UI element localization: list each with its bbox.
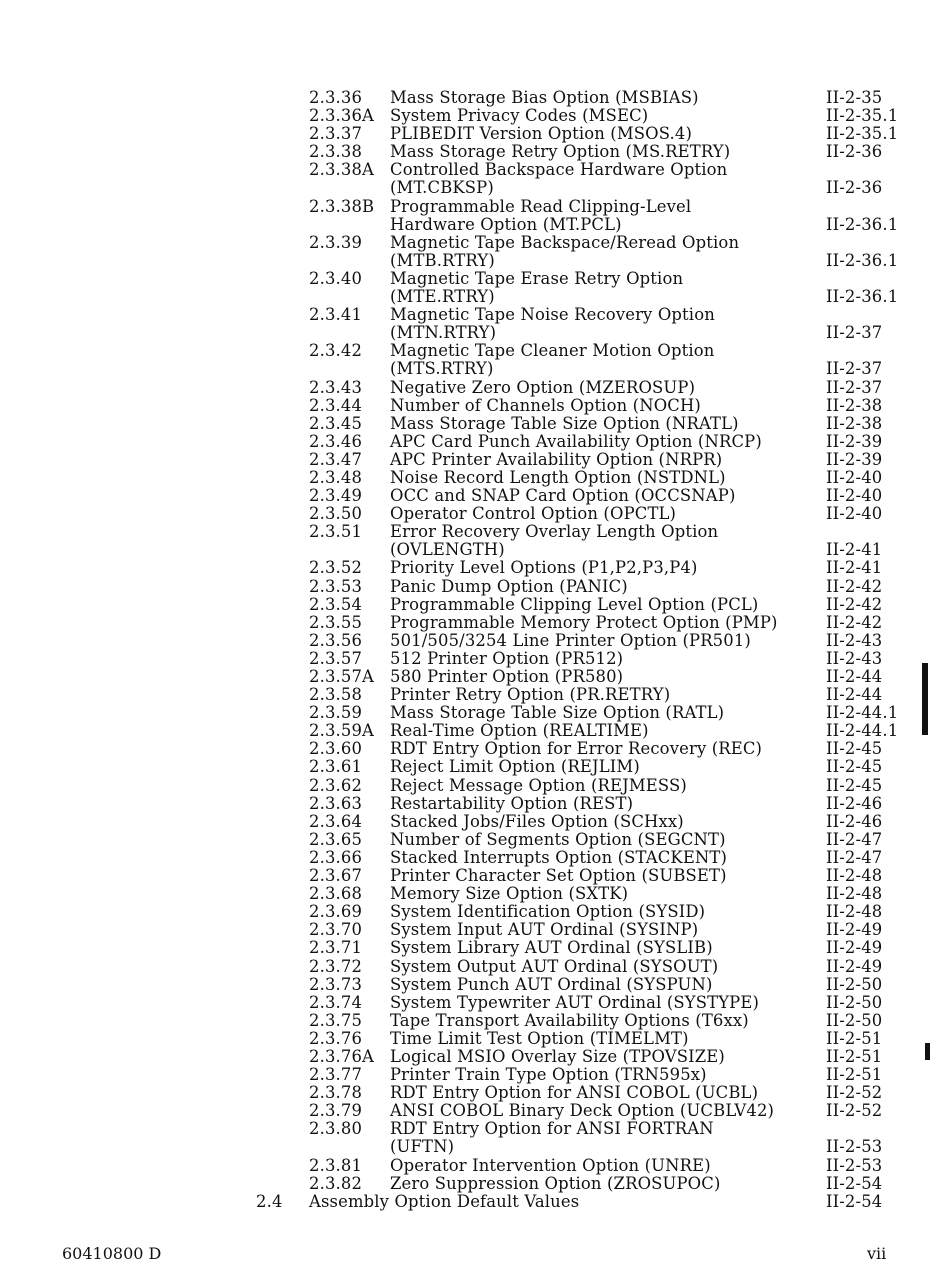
page-reference: II-2-38 bbox=[826, 395, 883, 415]
toc-entry bbox=[0, 415, 950, 433]
toc-entry-line bbox=[0, 107, 950, 125]
toc-entry-line bbox=[0, 523, 950, 541]
page-reference: II-2-45 bbox=[826, 739, 883, 759]
page-reference: II-2-50 bbox=[826, 974, 883, 994]
toc-entry-line bbox=[0, 415, 950, 433]
toc-entry-line bbox=[0, 777, 950, 795]
toc-entry bbox=[0, 903, 950, 921]
toc-entry bbox=[0, 270, 950, 306]
toc-entry-line bbox=[0, 469, 950, 487]
toc-entry-line bbox=[0, 831, 950, 849]
section-title: (OVLENGTH) bbox=[390, 540, 505, 560]
toc-entry bbox=[0, 994, 950, 1012]
section-title: Magnetic Tape Erase Retry Option bbox=[390, 268, 684, 288]
section-title: 512 Printer Option (PR512) bbox=[390, 648, 624, 668]
toc-entry-line bbox=[0, 125, 950, 143]
toc-entry bbox=[0, 795, 950, 813]
section-title: (MTN.RTRY) bbox=[390, 323, 497, 343]
toc-entry-line bbox=[0, 758, 950, 776]
section-number: 2.3.57A bbox=[309, 667, 375, 686]
section-number: 2.3.49 bbox=[309, 486, 363, 506]
toc-entry bbox=[0, 143, 950, 161]
section-title: (MTE.RTRY) bbox=[390, 287, 495, 307]
page-reference: II-2-35.1 bbox=[826, 106, 899, 126]
section-title: OCC and SNAP Card Option (OCCSNAP) bbox=[390, 486, 736, 506]
toc-entry bbox=[0, 469, 950, 487]
toc-entry bbox=[0, 831, 950, 849]
section-title: RDT Entry Option for ANSI COBOL (UCBL) bbox=[390, 1083, 759, 1103]
section-number: 2.3.38 bbox=[309, 142, 363, 162]
section-title: (MTB.RTRY) bbox=[390, 250, 495, 270]
section-number: 2.3.51 bbox=[309, 522, 363, 542]
page-reference: II-2-50 bbox=[826, 992, 883, 1012]
section-number: 2.3.59A bbox=[309, 721, 375, 741]
section-title: Number of Segments Option (SEGCNT) bbox=[390, 829, 726, 849]
page-reference: II-2-41 bbox=[826, 540, 883, 560]
section-number: 2.3.48 bbox=[309, 467, 363, 487]
page-reference: II-2-45 bbox=[826, 757, 883, 777]
toc-entry bbox=[0, 125, 950, 143]
toc-entry bbox=[0, 813, 950, 831]
change-bar bbox=[925, 1043, 930, 1060]
toc-entry-line bbox=[0, 1030, 950, 1048]
section-number: 2.3.41 bbox=[309, 305, 363, 325]
toc-entry bbox=[0, 849, 950, 867]
section-title: Logical MSIO Overlay Size (TPOVSIZE) bbox=[390, 1046, 725, 1066]
toc-entry-line bbox=[0, 1102, 950, 1120]
section-title: System Punch AUT Ordinal (SYSPUN) bbox=[390, 974, 713, 994]
page-reference: II-2-37 bbox=[826, 323, 883, 343]
page-reference: II-2-35 bbox=[826, 88, 883, 107]
section-title: APC Printer Availability Option (NRPR) bbox=[390, 449, 723, 469]
section-title: Negative Zero Option (MZEROSUP) bbox=[390, 377, 696, 397]
page-reference: II-2-47 bbox=[826, 847, 883, 867]
toc-entry bbox=[0, 777, 950, 795]
page-reference: II-2-54 bbox=[826, 1173, 883, 1193]
section-title: Programmable Memory Protect Option (PMP) bbox=[390, 612, 778, 632]
toc-entry-line bbox=[0, 1012, 950, 1030]
toc-entry bbox=[0, 1102, 950, 1120]
section-number: 2.3.77 bbox=[309, 1065, 363, 1085]
page-reference: II-2-40 bbox=[826, 467, 883, 487]
section-title: System Typewriter AUT Ordinal (SYSTYPE) bbox=[390, 992, 760, 1012]
toc-entry bbox=[0, 958, 950, 976]
page-reference: II-2-53 bbox=[826, 1155, 883, 1175]
section-number: 2.3.44 bbox=[309, 395, 363, 415]
section-number: 2.3.68 bbox=[309, 884, 363, 904]
toc-entry-line bbox=[0, 596, 950, 614]
toc-entry-line bbox=[0, 505, 950, 523]
section-number: 2.3.42 bbox=[309, 341, 363, 361]
toc-entry-line bbox=[0, 161, 950, 179]
section-title: Reject Message Option (REJMESS) bbox=[390, 775, 687, 795]
section-number: 2.3.50 bbox=[309, 504, 363, 524]
page-reference: II-2-52 bbox=[826, 1083, 883, 1103]
section-number: 2.3.79 bbox=[309, 1101, 363, 1121]
section-title: Noise Record Length Option (NSTDNL) bbox=[390, 467, 726, 487]
section-title: Mass Storage Bias Option (MSBIAS) bbox=[390, 88, 699, 107]
section-number: 2.3.38B bbox=[309, 196, 375, 216]
toc-entry-line bbox=[0, 559, 950, 577]
section-title: System Privacy Codes (MSEC) bbox=[390, 106, 649, 126]
section-title: Operator Control Option (OPCTL) bbox=[390, 504, 677, 524]
page-reference: II-2-39 bbox=[826, 431, 883, 451]
page-reference: II-2-51 bbox=[826, 1065, 883, 1085]
page-reference: II-2-44.1 bbox=[826, 721, 899, 741]
toc-entry bbox=[0, 306, 950, 342]
toc-entry-line bbox=[0, 903, 950, 921]
page-reference: II-2-51 bbox=[826, 1046, 883, 1066]
section-number: 2.3.61 bbox=[309, 757, 363, 777]
table-of-contents bbox=[0, 89, 950, 1211]
section-title: Assembly Option Default Values bbox=[309, 1191, 580, 1211]
toc-entry bbox=[0, 234, 950, 270]
page-reference: II-2-38 bbox=[826, 413, 883, 433]
section-number: 2.3.75 bbox=[309, 1010, 363, 1030]
toc-entry bbox=[0, 1084, 950, 1102]
page-reference: II-2-36.1 bbox=[826, 214, 899, 234]
toc-entry-line bbox=[0, 632, 950, 650]
toc-entry-line bbox=[0, 1175, 950, 1193]
page-number: vii bbox=[867, 1244, 887, 1263]
section-number: 2.3.58 bbox=[309, 685, 363, 705]
section-number: 2.3.38A bbox=[309, 160, 375, 180]
section-number: 2.3.76A bbox=[309, 1046, 375, 1066]
toc-entry-line bbox=[0, 179, 950, 197]
section-number: 2.3.39 bbox=[309, 232, 363, 252]
section-number: 2.3.36 bbox=[309, 88, 363, 107]
toc-entry-line bbox=[0, 143, 950, 161]
section-number: 2.3.69 bbox=[309, 902, 363, 922]
toc-entry-line bbox=[0, 234, 950, 252]
toc-entry bbox=[0, 559, 950, 577]
page-reference: II-2-54 bbox=[826, 1191, 883, 1211]
section-title: Controlled Backspace Hardware Option bbox=[390, 160, 728, 180]
page-reference: II-2-36.1 bbox=[826, 287, 899, 307]
section-title: System Library AUT Ordinal (SYSLIB) bbox=[390, 938, 713, 958]
section-title: Printer Train Type Option (TRN595x) bbox=[390, 1065, 707, 1085]
section-number: 2.3.65 bbox=[309, 829, 363, 849]
toc-entry-line bbox=[0, 1066, 950, 1084]
page-reference: II-2-37 bbox=[826, 377, 883, 397]
section-title: Mass Storage Table Size Option (NRATL) bbox=[390, 413, 739, 433]
section-title: Operator Intervention Option (UNRE) bbox=[390, 1155, 711, 1175]
page-reference: II-2-36.1 bbox=[826, 250, 899, 270]
page-reference: II-2-47 bbox=[826, 829, 883, 849]
section-title: Mass Storage Table Size Option (RATL) bbox=[390, 703, 725, 723]
toc-entry-line bbox=[0, 1193, 950, 1211]
toc-entry bbox=[0, 939, 950, 957]
page-reference: II-2-52 bbox=[826, 1101, 883, 1121]
toc-entry-line bbox=[0, 1048, 950, 1066]
toc-entry-line bbox=[0, 198, 950, 216]
section-number: 2.4 bbox=[256, 1191, 283, 1211]
toc-entry-line bbox=[0, 288, 950, 306]
section-number: 2.3.62 bbox=[309, 775, 363, 795]
toc-entry bbox=[0, 397, 950, 415]
section-title: Magnetic Tape Backspace/Reread Option bbox=[390, 232, 740, 252]
section-number: 2.3.45 bbox=[309, 413, 363, 433]
section-number: 2.3.73 bbox=[309, 974, 363, 994]
page-reference: II-2-48 bbox=[826, 866, 883, 886]
section-title: Magnetic Tape Cleaner Motion Option bbox=[390, 341, 715, 361]
page-reference: II-2-45 bbox=[826, 775, 883, 795]
toc-entry bbox=[0, 1048, 950, 1066]
toc-entry bbox=[0, 1157, 950, 1175]
section-title: Panic Dump Option (PANIC) bbox=[390, 576, 628, 596]
toc-entry bbox=[0, 487, 950, 505]
section-title: Time Limit Test Option (TIMELMT) bbox=[390, 1028, 689, 1048]
toc-entry-line bbox=[0, 379, 950, 397]
toc-entry-line bbox=[0, 397, 950, 415]
page-reference: II-2-44.1 bbox=[826, 703, 899, 723]
section-number: 2.3.53 bbox=[309, 576, 363, 596]
page-reference: II-2-44 bbox=[826, 667, 883, 686]
toc-entry bbox=[0, 614, 950, 632]
toc-entry bbox=[0, 740, 950, 758]
toc-entry bbox=[0, 1193, 950, 1211]
section-number: 2.3.71 bbox=[309, 938, 363, 958]
toc-entry-line bbox=[0, 813, 950, 831]
page-reference: II-2-46 bbox=[826, 793, 883, 813]
page-reference: II-2-40 bbox=[826, 504, 883, 524]
page-reference: II-2-40 bbox=[826, 486, 883, 506]
page-reference: II-2-48 bbox=[826, 884, 883, 904]
toc-entry bbox=[0, 722, 950, 740]
page-reference: II-2-51 bbox=[826, 1028, 883, 1048]
section-number: 2.3.74 bbox=[309, 992, 363, 1012]
toc-entry-line bbox=[0, 885, 950, 903]
toc-entry-line bbox=[0, 722, 950, 740]
page-reference: II-2-41 bbox=[826, 558, 883, 578]
page-reference: II-2-49 bbox=[826, 938, 883, 958]
section-number: 2.3.67 bbox=[309, 866, 363, 886]
section-title: Number of Channels Option (NOCH) bbox=[390, 395, 701, 415]
page-reference: II-2-37 bbox=[826, 359, 883, 379]
section-title: System Input AUT Ordinal (SYSINP) bbox=[390, 920, 699, 940]
toc-entry bbox=[0, 451, 950, 469]
section-number: 2.3.81 bbox=[309, 1155, 363, 1175]
section-title: RDT Entry Option for ANSI FORTRAN bbox=[390, 1119, 714, 1139]
section-title: Stacked Jobs/Files Option (SCHxx) bbox=[390, 811, 684, 831]
page-reference: II-2-48 bbox=[826, 902, 883, 922]
toc-entry-line bbox=[0, 958, 950, 976]
section-number: 2.3.47 bbox=[309, 449, 363, 469]
toc-entry bbox=[0, 596, 950, 614]
page-reference: II-2-42 bbox=[826, 612, 883, 632]
toc-entry bbox=[0, 505, 950, 523]
toc-entry bbox=[0, 976, 950, 994]
section-title: ANSI COBOL Binary Deck Option (UCBLV42) bbox=[390, 1101, 775, 1121]
toc-entry bbox=[0, 578, 950, 596]
section-title: Mass Storage Retry Option (MS.RETRY) bbox=[390, 142, 731, 162]
section-number: 2.3.55 bbox=[309, 612, 363, 632]
section-title: Restartability Option (REST) bbox=[390, 793, 634, 813]
page-reference: II-2-53 bbox=[826, 1137, 883, 1157]
toc-entry bbox=[0, 198, 950, 234]
toc-entry-line bbox=[0, 704, 950, 722]
section-title: Printer Retry Option (PR.RETRY) bbox=[390, 685, 671, 705]
toc-entry bbox=[0, 632, 950, 650]
toc-entry bbox=[0, 161, 950, 197]
section-title: Programmable Read Clipping-Level bbox=[390, 196, 692, 216]
section-title: APC Card Punch Availability Option (NRCP) bbox=[390, 431, 762, 451]
toc-entry bbox=[0, 379, 950, 397]
toc-entry-line bbox=[0, 740, 950, 758]
section-title: (MTS.RTRY) bbox=[390, 359, 494, 379]
toc-entry-line bbox=[0, 216, 950, 234]
toc-entry-line bbox=[0, 994, 950, 1012]
section-number: 2.3.78 bbox=[309, 1083, 363, 1103]
section-title: Zero Suppression Option (ZROSUPOC) bbox=[390, 1173, 721, 1193]
section-number: 2.3.80 bbox=[309, 1119, 363, 1139]
document-number: 60410800 D bbox=[62, 1244, 162, 1263]
section-number: 2.3.66 bbox=[309, 847, 363, 867]
section-title: Error Recovery Overlay Length Option bbox=[390, 522, 719, 542]
toc-entry bbox=[0, 1120, 950, 1156]
toc-entry-line bbox=[0, 921, 950, 939]
toc-entry-line bbox=[0, 939, 950, 957]
toc-entry bbox=[0, 921, 950, 939]
toc-entry-line bbox=[0, 614, 950, 632]
page-reference: II-2-39 bbox=[826, 449, 883, 469]
page-reference: II-2-43 bbox=[826, 648, 883, 668]
toc-entry bbox=[0, 342, 950, 378]
page-reference: II-2-44 bbox=[826, 685, 883, 705]
toc-entry bbox=[0, 1175, 950, 1193]
toc-entry-line bbox=[0, 451, 950, 469]
section-title: System Output AUT Ordinal (SYSOUT) bbox=[390, 956, 719, 976]
section-title: PLIBEDIT Version Option (MSOS.4) bbox=[390, 124, 693, 144]
section-number: 2.3.46 bbox=[309, 431, 363, 451]
section-title: 501/505/3254 Line Printer Option (PR501) bbox=[390, 630, 751, 650]
section-number: 2.3.36A bbox=[309, 106, 375, 126]
toc-entry-line bbox=[0, 867, 950, 885]
toc-entry-line bbox=[0, 795, 950, 813]
section-number: 2.3.40 bbox=[309, 268, 363, 288]
section-number: 2.3.72 bbox=[309, 956, 363, 976]
page-reference: II-2-49 bbox=[826, 956, 883, 976]
section-title: Magnetic Tape Noise Recovery Option bbox=[390, 305, 715, 325]
page-reference: II-2-43 bbox=[826, 630, 883, 650]
change-bar bbox=[922, 663, 928, 735]
section-number: 2.3.70 bbox=[309, 920, 363, 940]
page-reference: II-2-49 bbox=[826, 920, 883, 940]
toc-entry bbox=[0, 1030, 950, 1048]
section-number: 2.3.54 bbox=[309, 594, 363, 614]
toc-entry-line bbox=[0, 578, 950, 596]
section-title: Real-Time Option (REALTIME) bbox=[390, 721, 649, 741]
section-title: Programmable Clipping Level Option (PCL) bbox=[390, 594, 759, 614]
toc-entry bbox=[0, 686, 950, 704]
section-number: 2.3.56 bbox=[309, 630, 363, 650]
toc-entry bbox=[0, 523, 950, 559]
toc-entry-line bbox=[0, 668, 950, 686]
toc-entry-line bbox=[0, 324, 950, 342]
page-reference: II-2-50 bbox=[826, 1010, 883, 1030]
toc-entry-line bbox=[0, 976, 950, 994]
page-reference: II-2-36 bbox=[826, 142, 883, 162]
section-number: 2.3.63 bbox=[309, 793, 363, 813]
section-title: RDT Entry Option for Error Recovery (REC) bbox=[390, 739, 763, 759]
section-number: 2.3.52 bbox=[309, 558, 363, 578]
section-title: Tape Transport Availability Options (T6xx) bbox=[390, 1010, 749, 1030]
toc-entry-line bbox=[0, 1138, 950, 1156]
section-number: 2.3.43 bbox=[309, 377, 363, 397]
toc-entry-line bbox=[0, 252, 950, 270]
section-title: Priority Level Options (P1,P2,P3,P4) bbox=[390, 558, 698, 578]
toc-entry-line bbox=[0, 433, 950, 451]
toc-entry-line bbox=[0, 306, 950, 324]
toc-entry bbox=[0, 650, 950, 668]
section-title: Memory Size Option (SXTK) bbox=[390, 884, 629, 904]
toc-entry bbox=[0, 668, 950, 686]
section-title: 580 Printer Option (PR580) bbox=[390, 667, 624, 686]
toc-entry bbox=[0, 1066, 950, 1084]
toc-entry bbox=[0, 107, 950, 125]
section-number: 2.3.59 bbox=[309, 703, 363, 723]
page-reference: II-2-36 bbox=[826, 178, 883, 198]
toc-entry bbox=[0, 704, 950, 722]
toc-entry-line bbox=[0, 1084, 950, 1102]
toc-entry-line bbox=[0, 650, 950, 668]
section-title: (UFTN) bbox=[390, 1137, 455, 1157]
toc-entry-line bbox=[0, 541, 950, 559]
page-reference: II-2-46 bbox=[826, 811, 883, 831]
toc-entry bbox=[0, 885, 950, 903]
toc-entry bbox=[0, 89, 950, 107]
page-reference: II-2-42 bbox=[826, 576, 883, 596]
section-number: 2.3.76 bbox=[309, 1028, 363, 1048]
toc-entry-line bbox=[0, 849, 950, 867]
toc-entry bbox=[0, 867, 950, 885]
section-title: Hardware Option (MT.PCL) bbox=[390, 214, 622, 234]
toc-entry-line bbox=[0, 686, 950, 704]
section-title: Reject Limit Option (REJLIM) bbox=[390, 757, 640, 777]
section-number: 2.3.57 bbox=[309, 648, 363, 668]
toc-entry-line bbox=[0, 1120, 950, 1138]
toc-entry bbox=[0, 1012, 950, 1030]
section-number: 2.3.37 bbox=[309, 124, 363, 144]
section-title: Stacked Interrupts Option (STACKENT) bbox=[390, 847, 728, 867]
section-title: Printer Character Set Option (SUBSET) bbox=[390, 866, 727, 886]
section-title: System Identification Option (SYSID) bbox=[390, 902, 706, 922]
toc-entry-line bbox=[0, 360, 950, 378]
toc-entry-line bbox=[0, 342, 950, 360]
section-number: 2.3.60 bbox=[309, 739, 363, 759]
toc-entry bbox=[0, 758, 950, 776]
toc-entry-line bbox=[0, 89, 950, 107]
toc-entry-line bbox=[0, 487, 950, 505]
section-number: 2.3.82 bbox=[309, 1173, 363, 1193]
section-number: 2.3.64 bbox=[309, 811, 363, 831]
page-reference: II-2-42 bbox=[826, 594, 883, 614]
toc-entry-line bbox=[0, 1157, 950, 1175]
section-title: (MT.CBKSP) bbox=[390, 178, 494, 198]
toc-entry bbox=[0, 433, 950, 451]
toc-entry-line bbox=[0, 270, 950, 288]
page-reference: II-2-35.1 bbox=[826, 124, 899, 144]
